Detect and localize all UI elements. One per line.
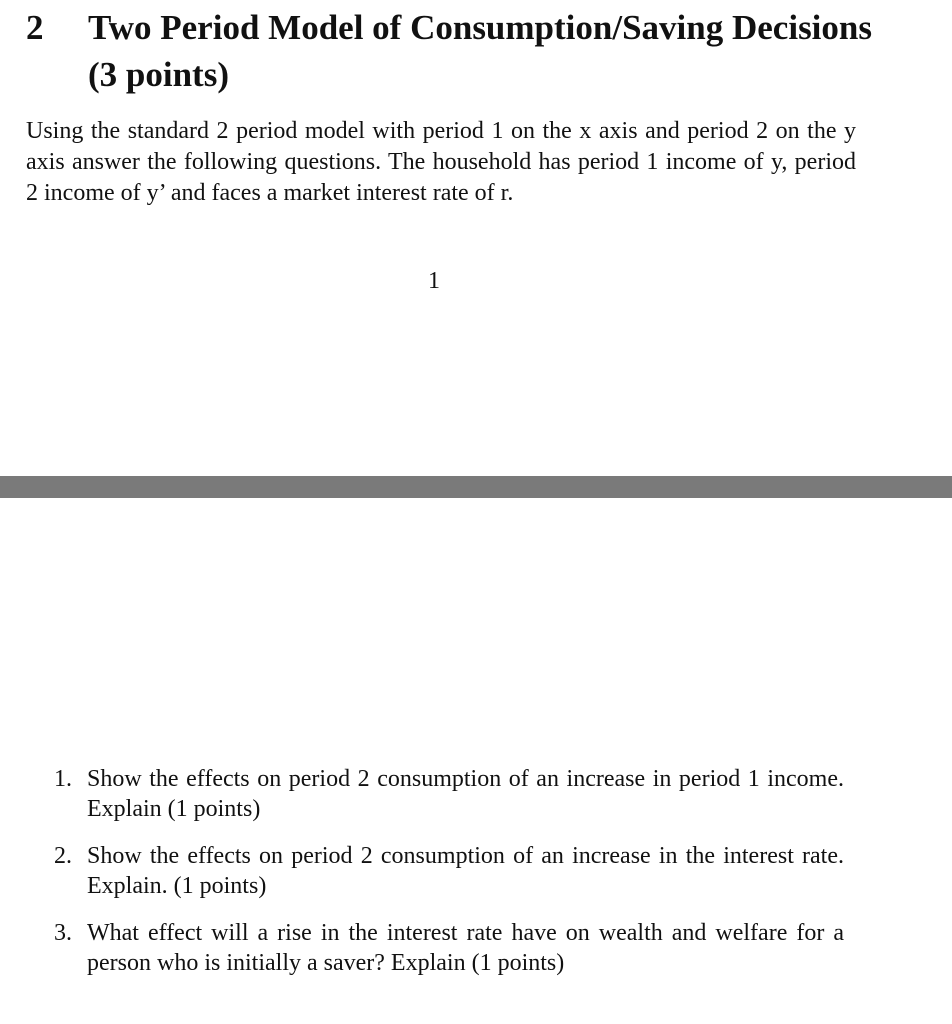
question-item <box>0 918 844 978</box>
intro-paragraph: Using the standard 2 period model with period 1 on the x axis and period 2 on the y axis answer the following questions. The household has period 1 income of y, period 2 income of y’ and faces a market interest rate of r. <box>26 118 856 206</box>
section-heading <box>26 4 906 98</box>
document-page-top <box>0 0 952 476</box>
question-text: What effect will a rise in the interest rate have on wealth and welfare for a person who is initially a saver? Explain (1 points) <box>87 920 844 976</box>
question-number: 2. <box>54 843 72 869</box>
document-page-bottom <box>0 498 952 1024</box>
question-item <box>0 841 844 901</box>
section-title: Two Period Model of Consumption/Saving Decisions (3 points) <box>88 8 872 94</box>
question-text: Show the effects on period 2 consumption of an increase in period 1 income. Explain (1 points) <box>87 766 844 822</box>
question-item <box>0 764 844 824</box>
question-number: 1. <box>54 766 72 792</box>
page-number: 1 <box>428 268 440 294</box>
question-text: Show the effects on period 2 consumption of an increase in the interest rate. Explain. (1 points) <box>87 843 844 899</box>
question-list <box>0 764 952 995</box>
page-separator <box>0 476 952 498</box>
question-number: 3. <box>54 920 72 946</box>
section-number: 2 <box>26 8 44 47</box>
